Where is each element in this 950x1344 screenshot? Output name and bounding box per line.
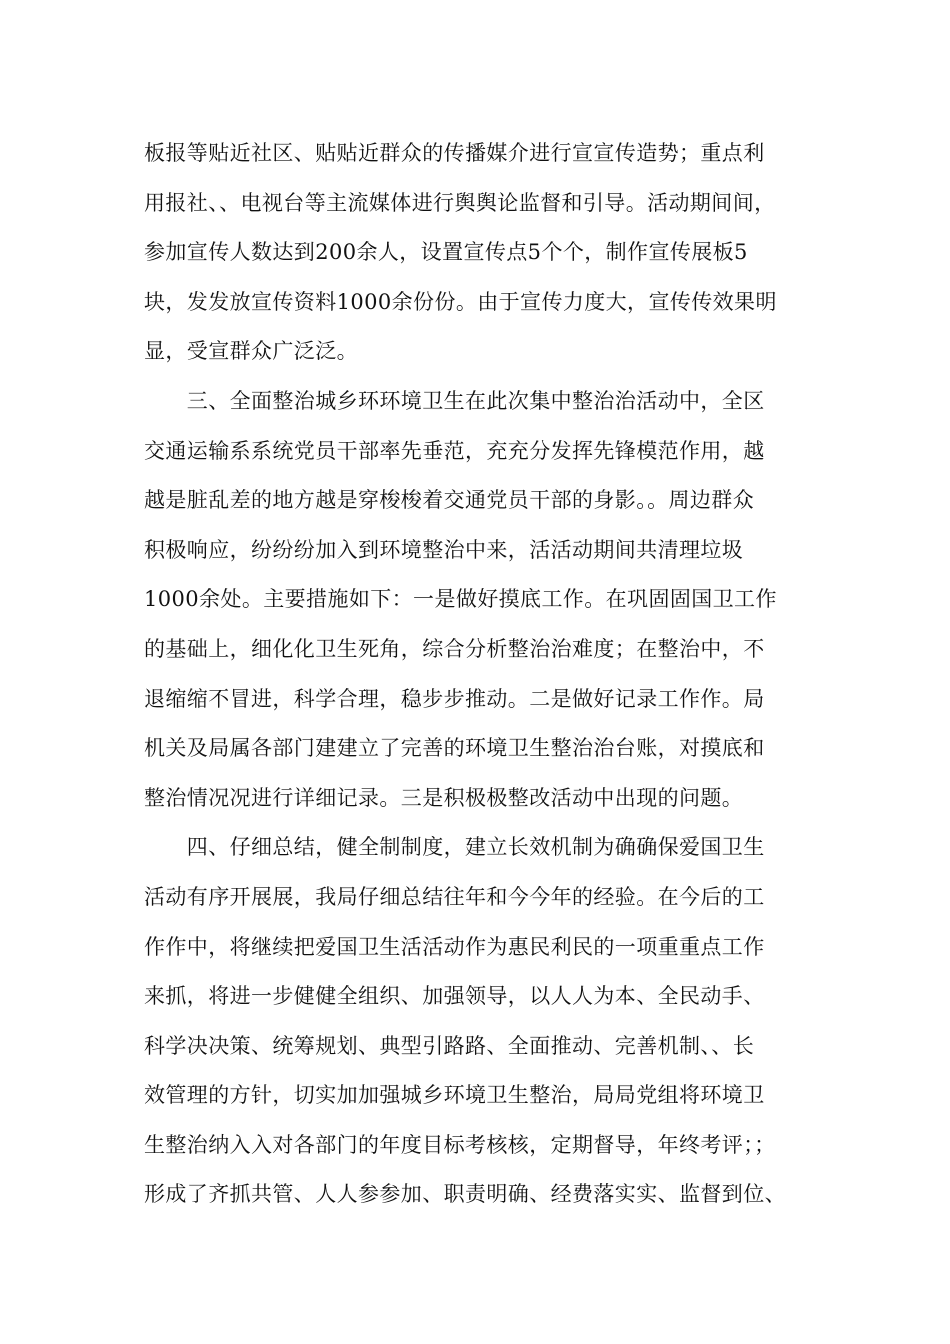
text-line: 作作中，将继续把爱国卫生活活动作为惠民利民的一项重重点工作 (144, 934, 765, 959)
text-line: 整治情况况进行详细记录。三是积极极整改活动中出现的问题。 (144, 785, 744, 810)
text-line: 退缩缩不冒进，科学合理，稳步步推动。二是做好记录工作作。局 (144, 686, 765, 711)
text-line: 交通运输系系统党员干部率先垂范，充充分发挥先锋模范作用，越 (144, 438, 765, 463)
text-line: 活动有序开展展，我局仔细总结往年和今今年的经验。在今后的工 (144, 884, 765, 909)
text-line: 1000余处。主要措施如下：一是做好摸底工作。在巩固固国卫工作 (144, 587, 777, 612)
text-line: 块，发发放宣传资料1000余份份。由于宣传力度大，宣传传效果明 (144, 289, 777, 314)
text-line: 效管理的方针，切实加加强城乡环境卫生整治，局局党组将环境卫 (144, 1083, 765, 1108)
text-line: 三、全面整治城乡环环境卫生在此次集中整治治活动中，全区 (144, 388, 765, 413)
text-line: 参加宣传人数达到200余人，设置宣传点5个个，制作宣传展板5 (144, 240, 748, 265)
text-line: 形成了齐抓共管、人人参参加、职责明确、经费落实实、监督到位、 (144, 1182, 786, 1207)
text-line: 四、仔细总结，健全制制度，建立长效机制为确确保爱国卫生 (144, 835, 765, 860)
text-line: 的基础上，细化化卫生死角，综合分析整治治难度；在整治中，不 (144, 636, 765, 661)
text-line: 显，受宣群众广泛泛。 (144, 339, 358, 364)
text-line: 越是脏乱差的地方越是穿梭梭着交通党员干部的身影。。周边群众 (144, 488, 755, 513)
text-line: 科学决决策、统筹规划、典型引路路、全面推动、完善机制、、长 (144, 1033, 755, 1058)
text-line: 积极响应，纷纷纷加入到环境整治中来，活活动期间共清理垃圾 (144, 537, 744, 562)
body-text (144, 129, 824, 1220)
text-line: 生整治纳入入对各部门的年度目标考核核，定期督导，年终考评；； (144, 1132, 776, 1157)
text-line: 机关及局属各部门建建立了完善的环境卫生整治治台账，对摸底和 (144, 736, 765, 761)
text-line: 用报社、、电视台等主流媒体进行舆舆论监督和引导。活动期间间， (144, 190, 776, 215)
text-line: 板报等贴近社区、贴贴近群众的传播媒介进行宣宣传造势；重点利 (144, 141, 765, 165)
text-line: 来抓，将进一步健健全组织、加强领导，以人人为本、全民动手、 (144, 984, 765, 1009)
